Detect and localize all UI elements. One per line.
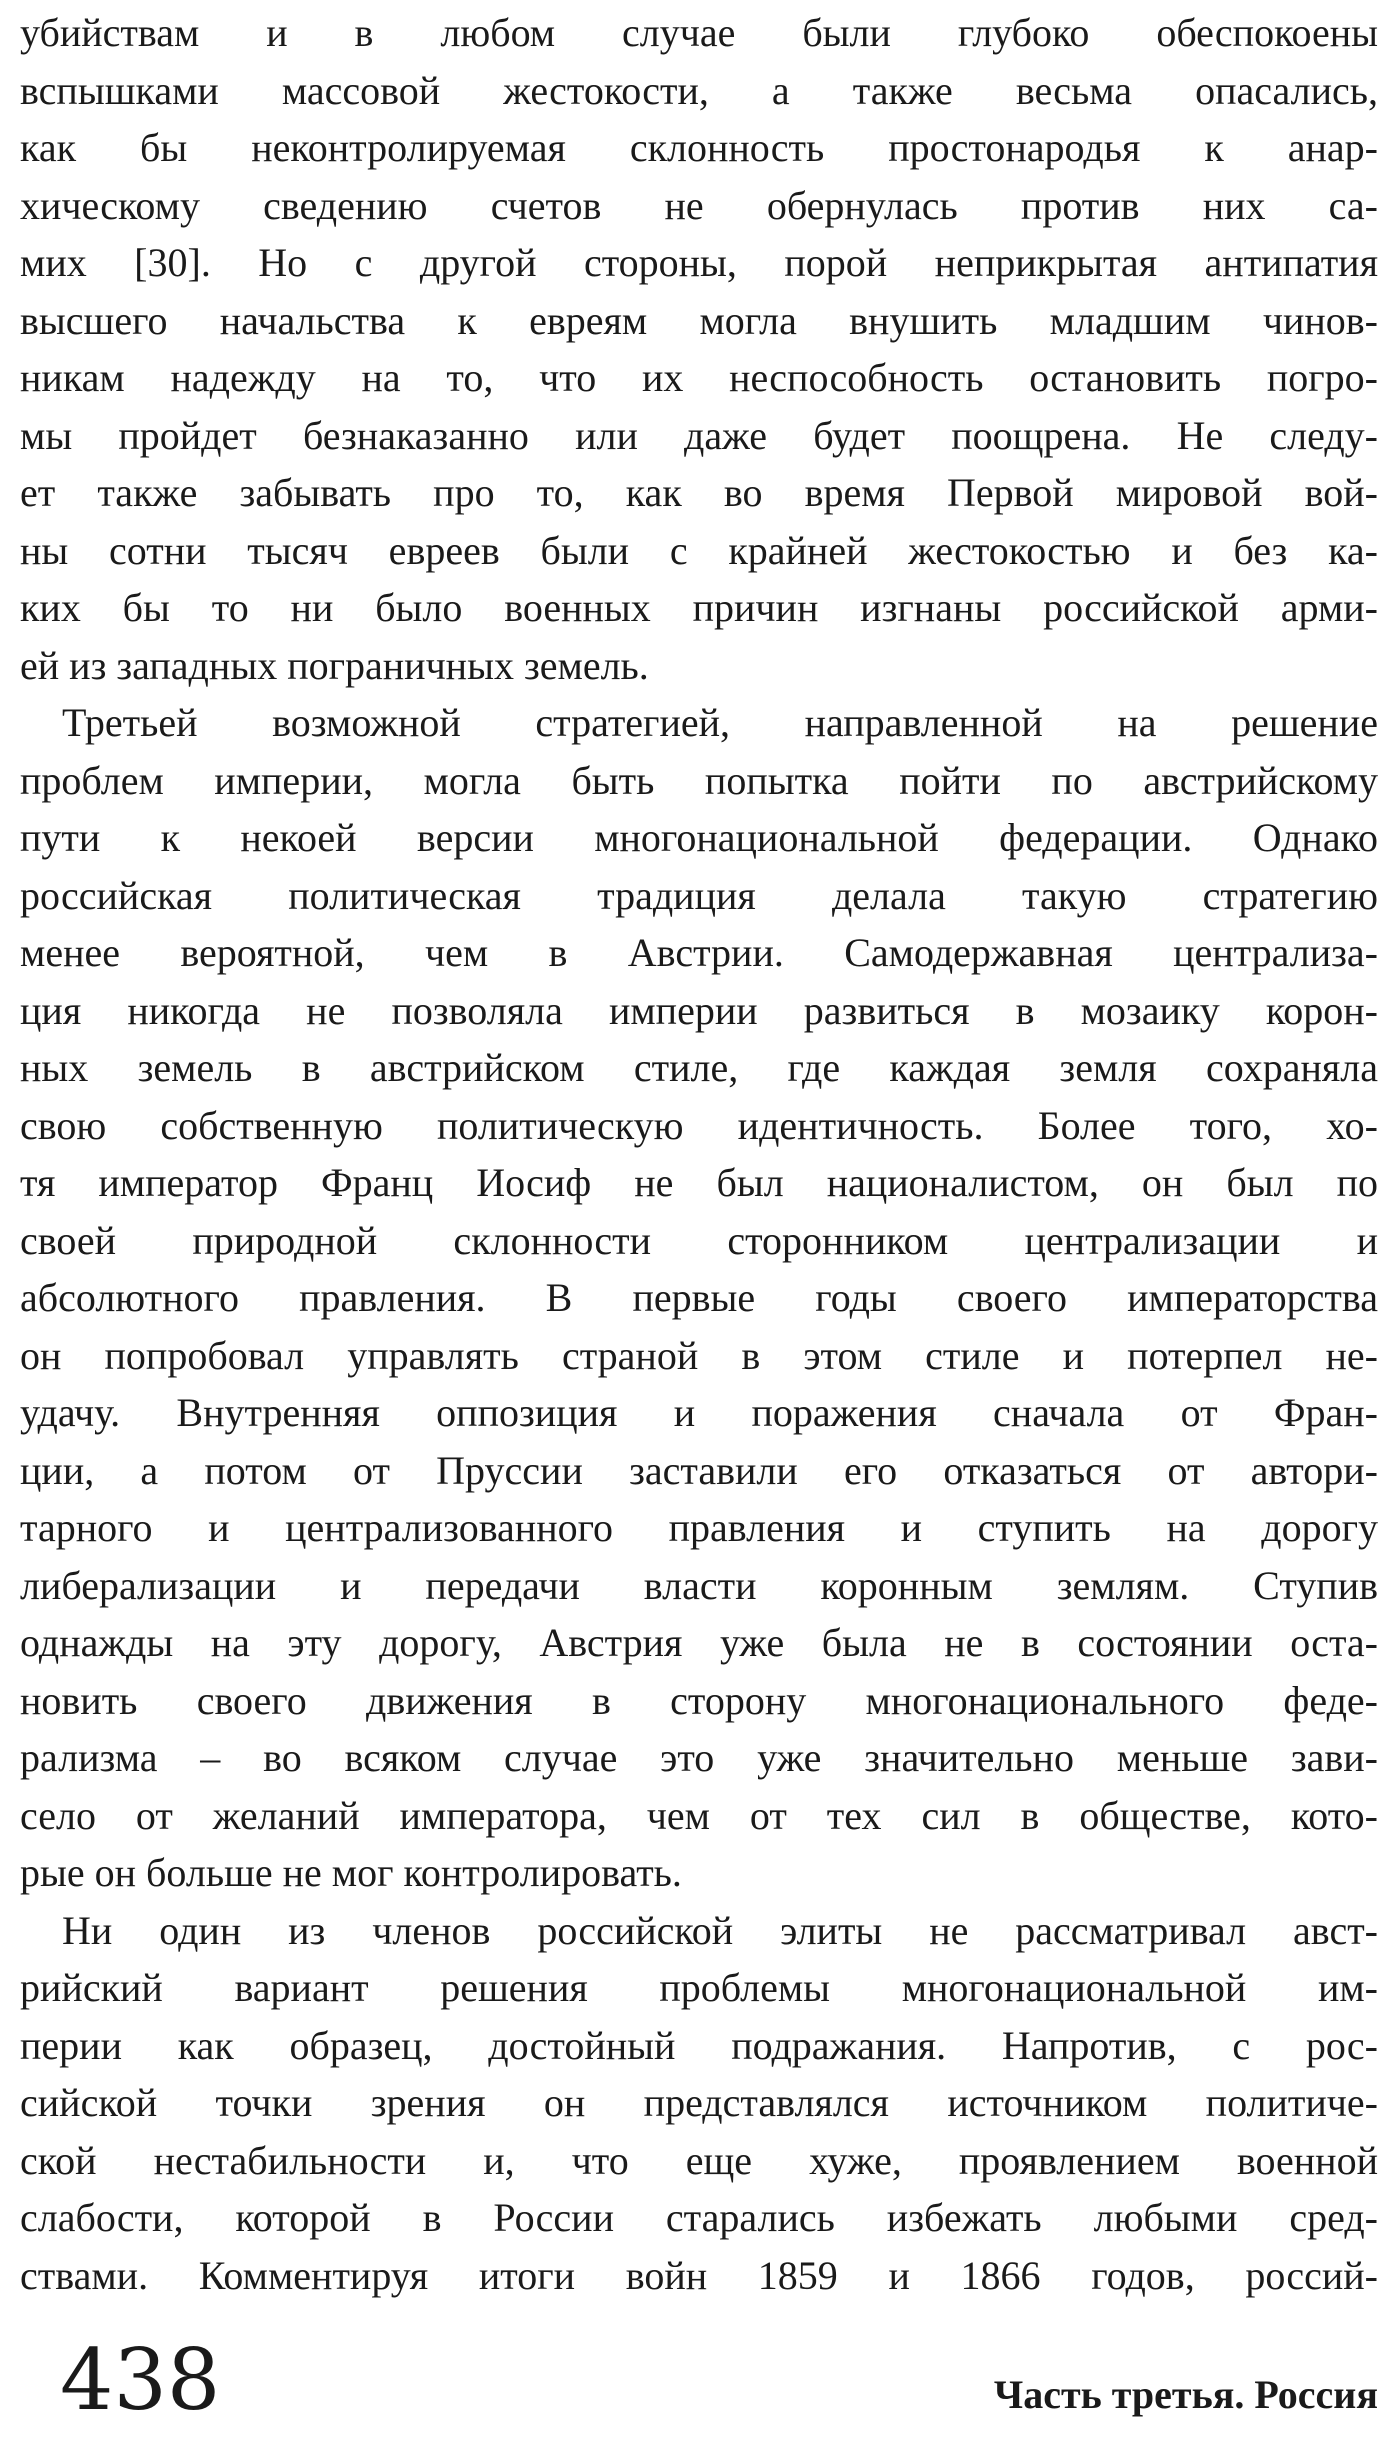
text-line: рые он больше не мог контролировать. — [20, 1850, 682, 1895]
text-line: ция никогда не позволяла империи развиться в мозаику корон- — [20, 987, 1378, 1033]
book-page — [20, 0, 1378, 2454]
text-line: Ни один из членов российской элиты не рассматривал авст- — [62, 1907, 1378, 1953]
text-line: ции, а потом от Пруссии заставили его отказаться от автори- — [20, 1447, 1378, 1493]
text-line: ет также забывать про то, как во время Первой мировой вой- — [20, 470, 1378, 515]
text-line: мих [30]. Но с другой стороны, порой неприкрытая антипатия — [20, 240, 1378, 285]
text-line: слабости, которой в России старались избежать любыми сред- — [20, 2195, 1378, 2240]
text-line: тя император Франц Иосиф не был националистом, он был по — [20, 1160, 1378, 1205]
text-line: удачу. Внутренняя оппозиция и поражения сначала от Фран- — [20, 1390, 1378, 1435]
text-line: абсолютного правления. В первые годы своего императорства — [20, 1275, 1378, 1320]
text-line: ской нестабильности и, что еще хуже, проявлением военной — [20, 2137, 1378, 2183]
page-number: 438 — [60, 2331, 221, 2429]
text-line: однажды на эту дорогу, Австрия уже была не в состоянии оста- — [20, 1620, 1378, 1665]
text-line: ны сотни тысяч евреев были с крайней жестокостью и без ка- — [20, 527, 1378, 573]
text-line: ких бы то ни было военных причин изгнаны российской арми- — [20, 585, 1378, 630]
text-line: сийской точки зрения он представлялся источником политиче- — [20, 2080, 1378, 2125]
text-line: убийствам и в любом случае были глубоко обеспокоены — [20, 10, 1378, 55]
text-line: село от желаний императора, чем от тех сил в обществе, кото- — [20, 1792, 1378, 1838]
text-line: своей природной склонности сторонником централизации и — [20, 1217, 1378, 1263]
text-line: мы пройдет безнаказанно или даже будет поощрена. Не следу- — [20, 412, 1378, 458]
page-footer — [20, 2320, 1378, 2430]
text-line: хическому сведению счетов не обернулась против них са- — [20, 182, 1378, 228]
text-line: рийский вариант решения проблемы многонациональной им- — [20, 1965, 1378, 2010]
text-line: высшего начальства к евреям могла внушить младшим чинов- — [20, 297, 1378, 343]
text-line: рализма – во всяком случае это уже значительно меньше зави- — [20, 1735, 1378, 1780]
text-line: вспышками массовой жестокости, а также весьма опасались, — [20, 67, 1378, 113]
text-line: как бы неконтролируемая склонность простонародья к анар- — [20, 125, 1378, 170]
text-line: ствами. Комментируя итоги войн 1859 и 1866 годов, россий- — [20, 2252, 1378, 2298]
text-line: свою собственную политическую идентичность. Более того, хо- — [20, 1102, 1378, 1148]
text-line: менее вероятной, чем в Австрии. Самодержавная централиза- — [20, 930, 1378, 975]
text-line: перии как образец, достойный подражания. Напротив, с рос- — [20, 2022, 1378, 2068]
text-line: российская политическая традиция делала такую стратегию — [20, 872, 1378, 918]
text-line: он попробовал управлять страной в этом стиле и потерпел не- — [20, 1332, 1378, 1378]
text-line: никам надежду на то, что их неспособность остановить погро- — [20, 355, 1378, 400]
text-line: ей из западных пограничных земель. — [20, 642, 649, 688]
text-line: либерализации и передачи власти коронным землям. Ступив — [20, 1562, 1378, 1608]
running-head: Часть третья. Россия — [993, 2372, 1378, 2417]
text-line: проблем империи, могла быть попытка пойти по австрийскому — [20, 757, 1378, 803]
text-line: новить своего движения в сторону многонационального феде- — [20, 1677, 1378, 1723]
text-line: тарного и централизованного правления и ступить на дорогу — [20, 1505, 1378, 1550]
text-line: Третьей возможной стратегией, направленной на решение — [62, 700, 1378, 745]
text-line: ных земель в австрийском стиле, где каждая земля сохраняла — [20, 1045, 1378, 1090]
text-line: пути к некоей версии многонациональной федерации. Однако — [20, 815, 1378, 860]
body-text — [20, 4, 1378, 2304]
